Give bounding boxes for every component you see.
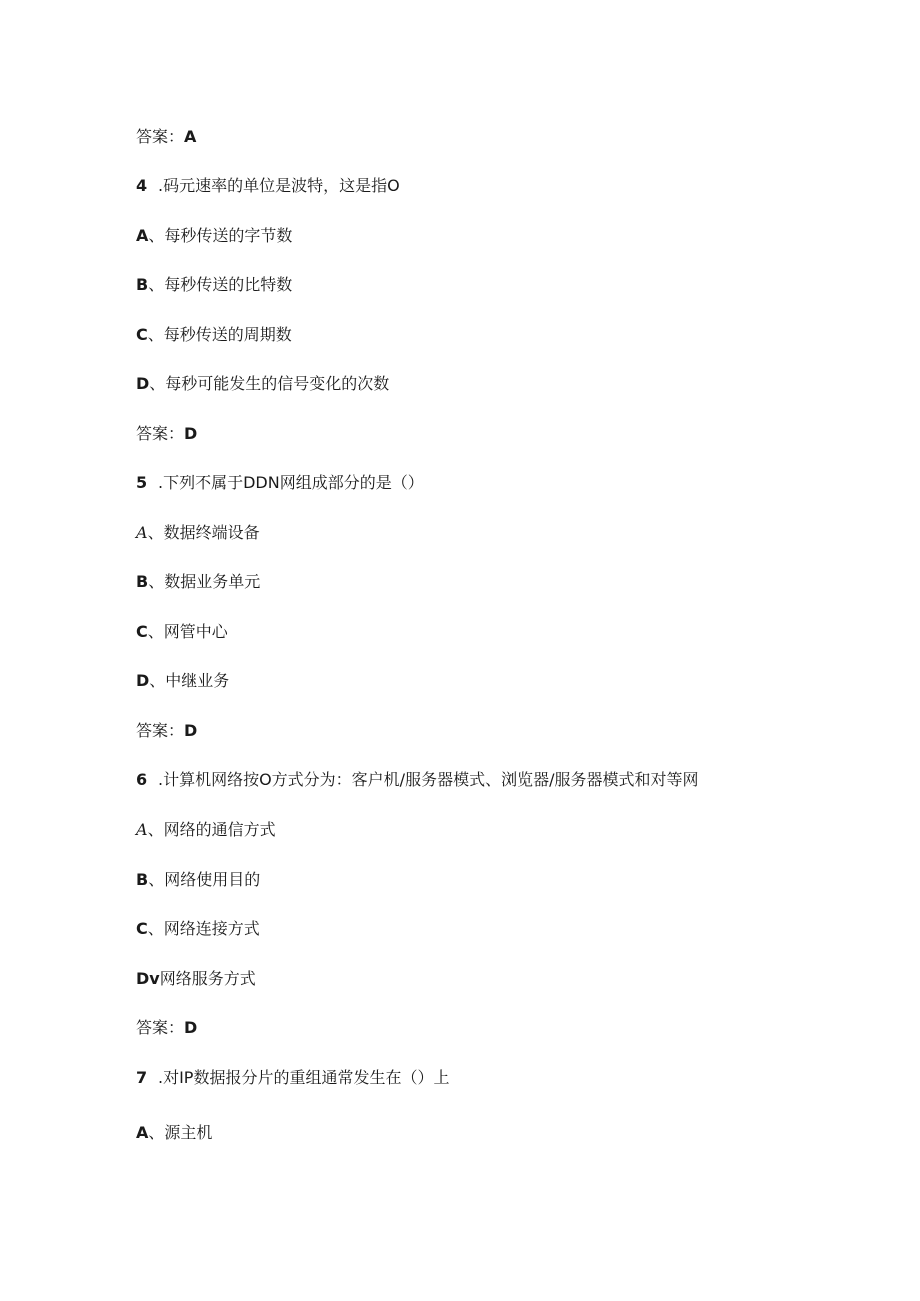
option-separator: 、 [148, 275, 165, 294]
option-text: 数据业务单元 [164, 572, 261, 591]
option-label: D [136, 374, 150, 393]
option-label: B [136, 572, 149, 591]
option-separator: 、 [149, 671, 166, 690]
option-label: C [136, 919, 148, 938]
question-6 [136, 769, 698, 791]
answer-value: A [184, 127, 197, 146]
option-b [136, 869, 260, 891]
option-label: B [136, 275, 149, 294]
option-separator: 、 [147, 820, 164, 839]
question-number: 5 [136, 473, 148, 492]
option-text: 中继业务 [165, 671, 230, 690]
question-4 [136, 175, 400, 197]
option-separator: 、 [148, 870, 165, 889]
answer-value: D [184, 1018, 198, 1037]
option-b [136, 274, 292, 296]
question-text: .码元速率的单位是波特，这是指O [158, 176, 400, 195]
answer-prefix: 答案： [136, 424, 185, 443]
answer-value: D [184, 721, 198, 740]
option-label: A [136, 523, 148, 542]
option-label: C [136, 622, 148, 641]
option-text: 网络的通信方式 [163, 820, 276, 839]
option-text: 网络连接方式 [163, 919, 260, 938]
option-a [136, 1122, 212, 1144]
question-text: .对IP数据报分片的重组通常发生在（）上 [158, 1068, 450, 1087]
option-c [136, 621, 228, 643]
option-separator: 、 [148, 1123, 165, 1142]
option-separator: 、 [147, 325, 164, 344]
answer-line [136, 720, 197, 742]
answer-prefix: 答案： [136, 721, 185, 740]
option-text: 网络服务方式 [159, 969, 256, 988]
option-d [136, 670, 229, 692]
option-a [136, 522, 260, 544]
option-label: A [136, 226, 149, 245]
option-label: C [136, 325, 148, 344]
option-separator: 、 [148, 226, 165, 245]
option-text: 数据终端设备 [163, 523, 260, 542]
answer-line [136, 1017, 197, 1039]
question-7 [136, 1067, 449, 1089]
answer-line [136, 126, 196, 148]
option-label: A [136, 1123, 149, 1142]
question-text: .下列不属于DDN网组成部分的是（） [158, 473, 424, 492]
option-separator: 、 [149, 374, 166, 393]
option-label: D [136, 671, 150, 690]
question-number: 4 [136, 176, 148, 195]
option-text: 每秒传送的周期数 [163, 325, 292, 344]
option-c [136, 918, 260, 940]
option-separator: 、 [148, 572, 165, 591]
option-text: 网络使用目的 [164, 870, 261, 889]
option-text: 每秒传送的比特数 [164, 275, 293, 294]
question-number: 6 [136, 770, 148, 789]
answer-value: D [184, 424, 198, 443]
option-separator: 、 [147, 919, 164, 938]
option-a [136, 819, 276, 841]
option-label: A [136, 820, 148, 839]
option-text: 网管中心 [163, 622, 228, 641]
question-5 [136, 472, 424, 494]
option-label: Dv [136, 969, 160, 988]
option-text: 源主机 [164, 1123, 213, 1142]
question-text: .计算机网络按O方式分为：客户机/服务器模式、浏览器/服务器模式和对等网 [158, 770, 699, 789]
option-a [136, 225, 292, 247]
option-d [136, 373, 389, 395]
option-text: 每秒可能发生的信号变化的次数 [165, 374, 390, 393]
option-text: 每秒传送的字节数 [164, 226, 293, 245]
option-b [136, 571, 260, 593]
question-number: 7 [136, 1068, 148, 1087]
answer-line [136, 423, 197, 445]
option-d [136, 968, 256, 990]
answer-prefix: 答案： [136, 1018, 185, 1037]
option-separator: 、 [147, 523, 164, 542]
option-separator: 、 [147, 622, 164, 641]
option-c [136, 324, 292, 346]
option-label: B [136, 870, 149, 889]
answer-prefix: 答案： [136, 127, 185, 146]
